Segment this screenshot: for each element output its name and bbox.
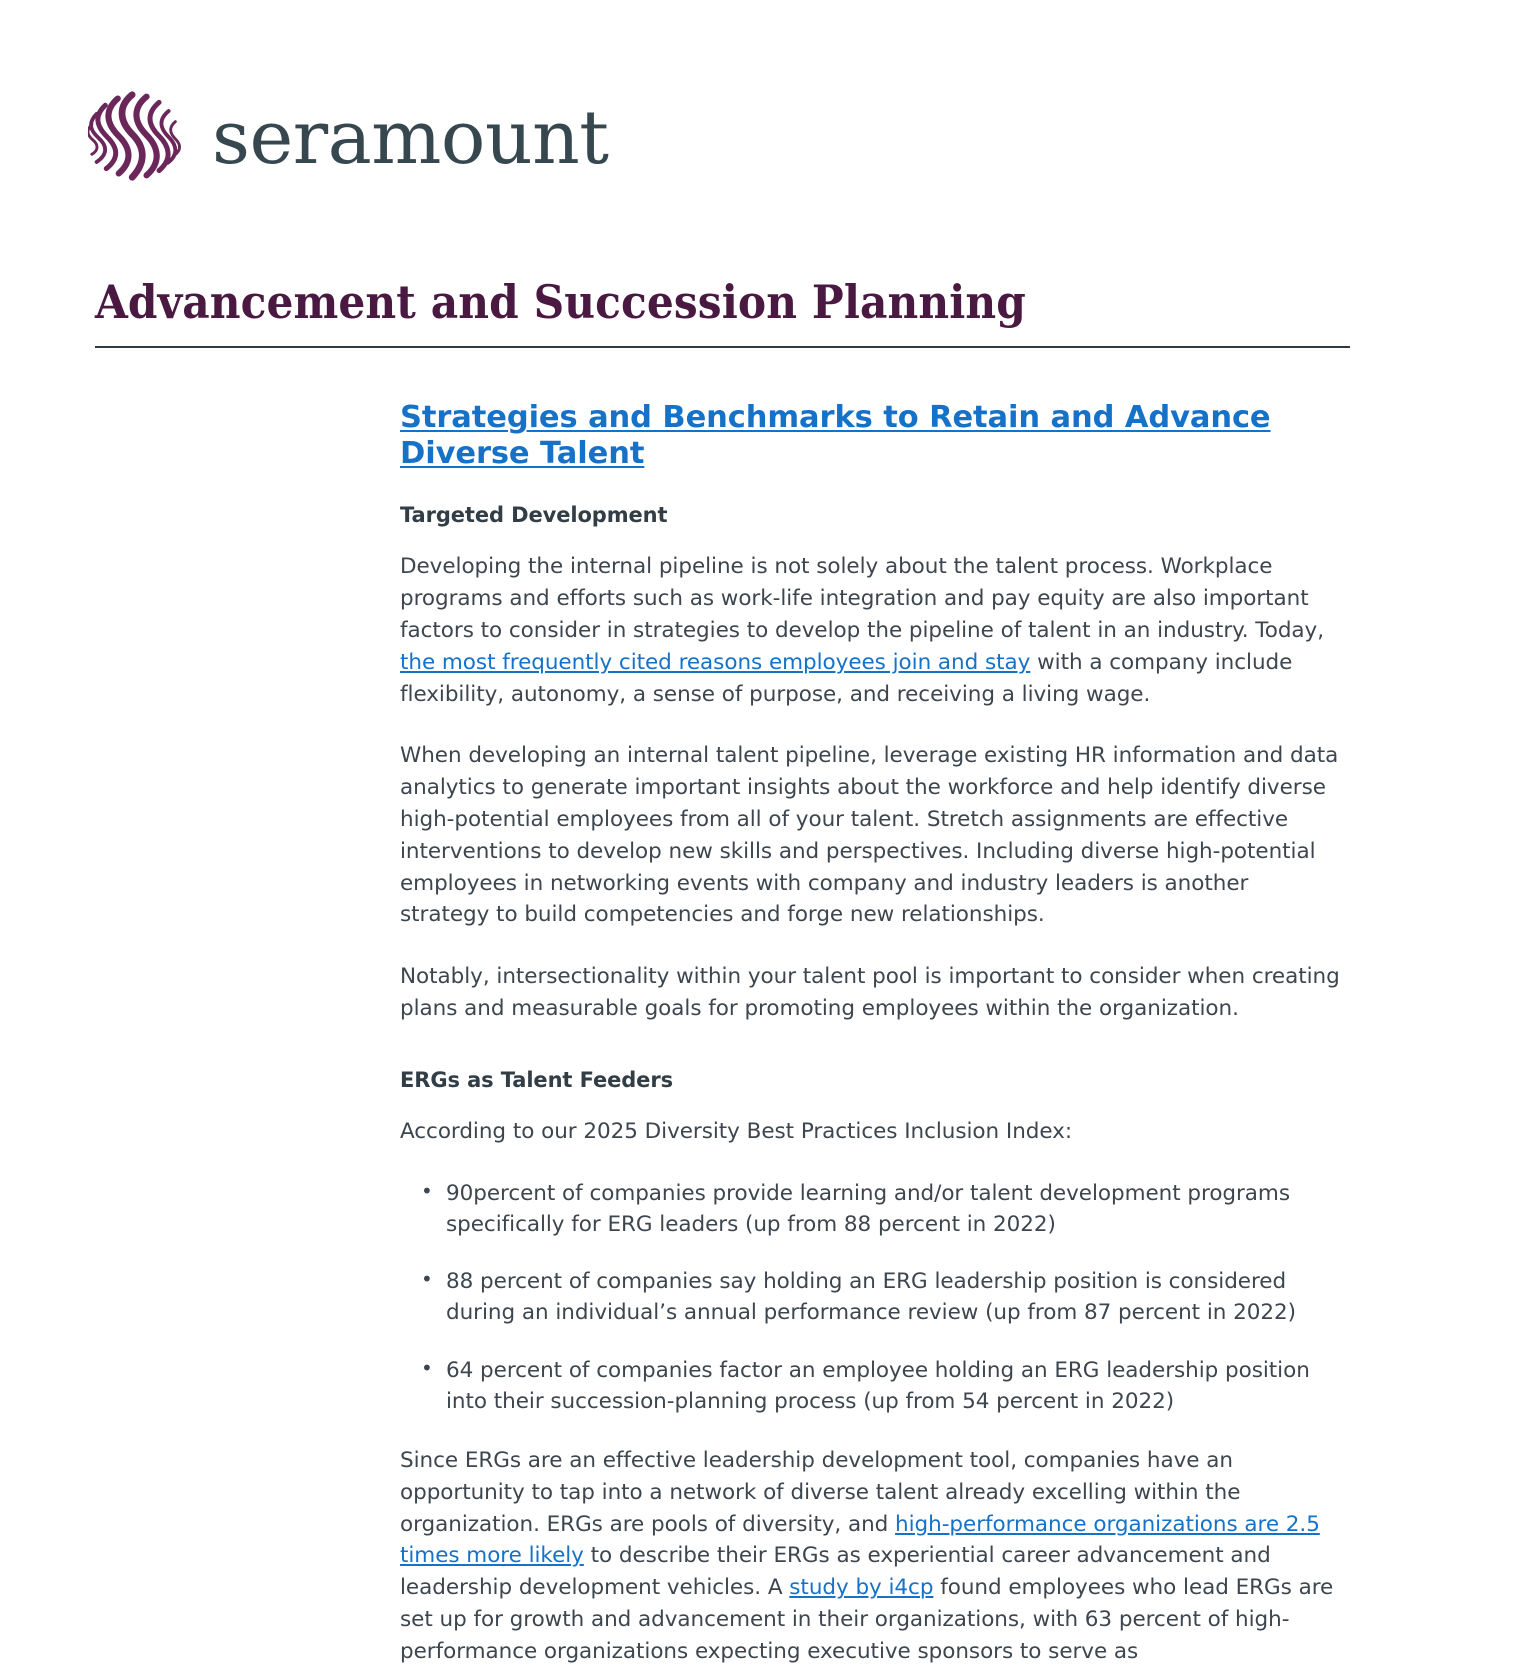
inline-link-reasons-employees-join-stay[interactable]: the most frequently cited reasons employees join and stay [400,649,1031,675]
title-block [95,275,1350,348]
list-item: • 90percent of companies provide learning and/or talent development programs specifically for ERG leaders (up from 88 percent in 2022) [446,1178,1340,1240]
seramount-swirl-logo-icon [88,88,184,184]
paragraph-text-after-link: with a company include flexibility, autonomy, a sense of purpose, and receiving a living wage. [400,649,1293,707]
paragraph-ergs-intro: According to our 2025 Diversity Best Practices Inclusion Index: [400,1119,1073,1145]
paragraph-text-before-link: Developing the internal pipeline is not solely about the talent process. Workplace programs and efforts such as work-life integration and pay equity are also important factors to consider in strategies to develop the pipeline of talent in an industry. Today, [400,554,1325,643]
article-heading-link[interactable]: Strategies and Benchmarks to Retain and Advance Diverse Talent [400,400,1271,471]
closing-text-part-2: to describe their ERGs as experiential career advancement and leadership development vehicles. A [400,1543,1271,1601]
subhead-targeted-development: Targeted Development [400,502,668,527]
article-heading [400,400,1340,472]
paragraph-ergs-closing [400,1445,1340,1667]
page-title: Advancement and Succession Planning [95,275,1026,329]
closing-text-part-3: found employees who lead ERGs are set up for growth and advancement in their organizations, with 63 percent of high-performance organizations expecting executive sponsors to serve as [400,1575,1334,1664]
closing-text-part-1: Since ERGs are an effective leadership development tool, companies have an opportunity to tap into a network of diverse talent already excelling within the organization. ERGs are pools of diversity, and [400,1447,1241,1537]
brand-logo[interactable] [88,88,609,184]
inline-link-study-by-i4cp[interactable]: study by i4cp [789,1575,934,1601]
title-divider [95,346,1350,348]
list-item: • 88 percent of companies say holding an ERG leadership position is considered during an individual’s annual performance review (up from 87 percent in 2022) [446,1266,1340,1328]
list-item: • 64 percent of companies factor an employee holding an ERG leadership position into their succession-planning process (up from 54 percent in 2022) [446,1355,1340,1417]
subhead-ergs-as-talent-feeders: ERGs as Talent Feeders [400,1067,673,1092]
inline-link-high-performance-organizations[interactable]: high-performance organizations are 2.5 times more likely [400,1511,1320,1569]
paragraph-targeted-development-3: Notably, intersectionality within your talent pool is important to consider when creating plans and measurable goals for promoting employees within the organization. [400,964,1340,1022]
brand-wordmark: seramount [212,95,609,181]
paragraph-targeted-development-2: When developing an internal talent pipeline, leverage existing HR information and data analytics to generate important insights about the workforce and help identify diverse high-potential employees from all of your talent. Stretch assignments are effective interventions to develop new skills and perspectives. Including diverse high-potential employees in networking events with company and industry leaders is another strategy to build competencies and forge new relationships. [400,743,1339,928]
paragraph-targeted-development-1 [400,551,1340,710]
article-content [400,400,1340,1667]
ergs-statistics-list [400,1178,1340,1417]
